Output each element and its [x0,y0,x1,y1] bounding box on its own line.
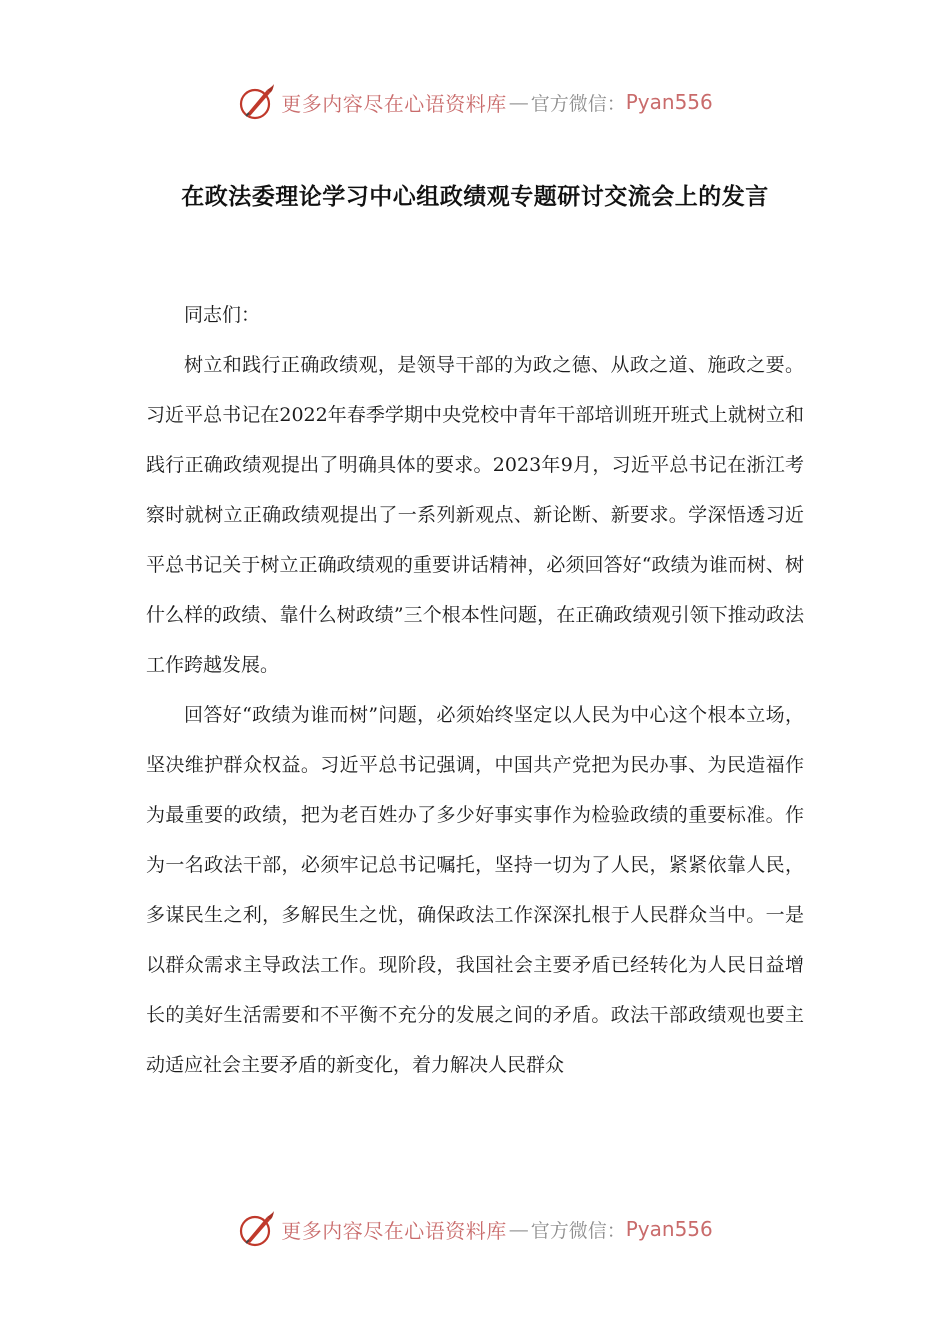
banner-wechat-id: Pyan556 [625,90,713,114]
paragraph: 树立和践行正确政绩观，是领导干部的为政之德、从政之道、施政之要。习近平总书记在2022年春季学期中央党校中青年干部培训班开班式上就树立和践行正确政绩观提出了明确具体的要求。2023年9月，习近平总书记在浙江考察时就树立正确政绩观提出了一系列新观点、新论断、新要求。学深悟透习近平总书记关于树立正确政绩观的重要讲话精神，必须回答好“政绩为谁而树、树什么样的政绩、靠什么树政绩”三个根本性问题，在正确政绩观引领下推动政法工作跨越发展。 [146,354,804,676]
banner-separator: — [508,1217,529,1241]
banner-site-text: 更多内容尽在心语资料库 [281,1218,507,1243]
banner-wechat-label: 官方微信： [530,92,626,115]
footer-banner [0,1207,950,1251]
banner-wechat-id: Pyan556 [625,1217,713,1241]
salutation: 同志们： [184,304,261,326]
header-banner [0,80,950,124]
banner-separator: — [508,90,529,114]
banner-wechat-label: 官方微信： [530,1219,626,1242]
quill-pen-logo-icon [237,1209,277,1249]
document-title: 在政法委理论学习中心组政绩观专题研讨交流会上的发言 [181,183,769,210]
paragraph: 回答好“政绩为谁而树”问题，必须始终坚定以人民为中心这个根本立场，坚决维护群众权益。习近平总书记强调，中国共产党把为民办事、为民造福作为最重要的政绩，把为老百姓办了多少好事实事作为检验政绩的重要标准。作为一名政法干部，必须牢记总书记嘱托，坚持一切为了人民，紧紧依靠人民，多谋民生之利，多解民生之忧，确保政法工作深深扎根于人民群众当中。一是以群众需求主导政法工作。现阶段，我国社会主要矛盾已经转化为人民日益增长的美好生活需要和不平衡不充分的发展之间的矛盾。政法干部政绩观也要主动适应社会主要矛盾的新变化，着力解决人民群众 [146,704,804,1076]
banner-site-text: 更多内容尽在心语资料库 [281,91,507,116]
document-body [146,290,804,1090]
quill-pen-logo-icon [237,82,277,122]
